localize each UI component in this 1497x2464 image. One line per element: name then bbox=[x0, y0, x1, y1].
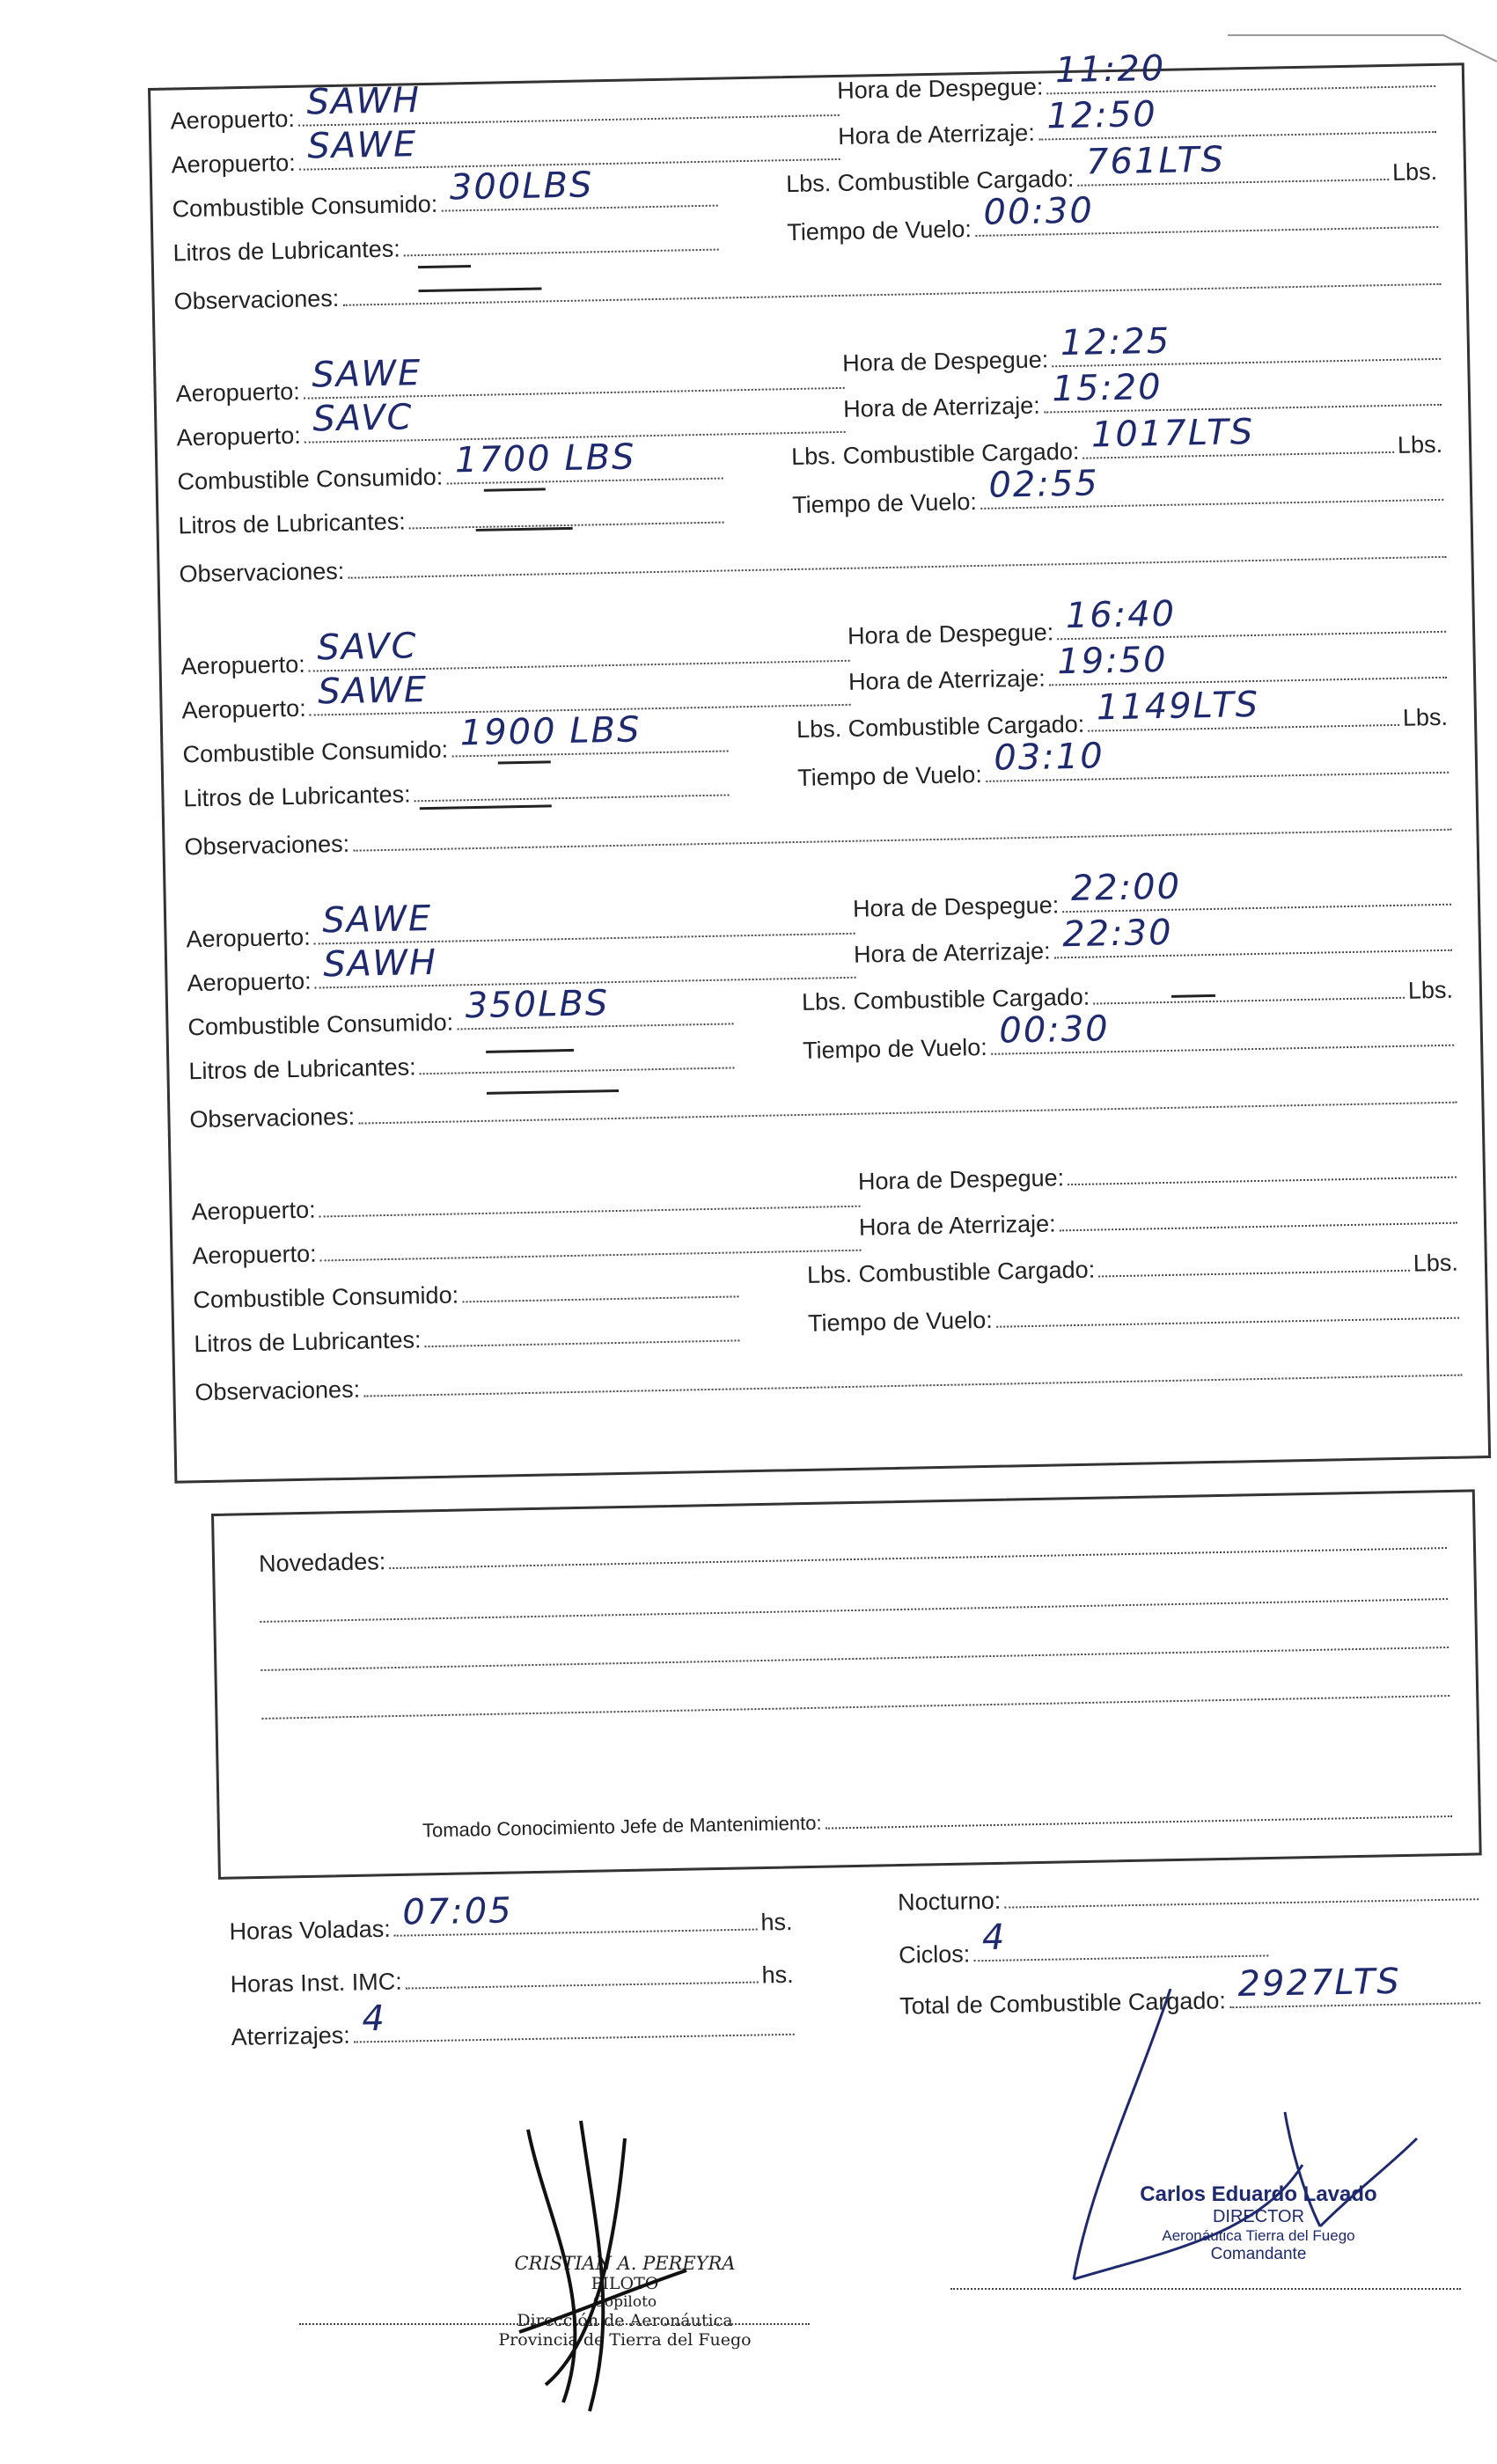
lbs-cargado-row: Lbs. Combustible Cargado: 761LTS Lbs. bbox=[785, 139, 1438, 198]
flight-entry bbox=[150, 48, 1466, 355]
observaciones-dash-mark bbox=[487, 1089, 619, 1095]
aeropuerto-destino-field[interactable]: SAVC bbox=[304, 412, 845, 444]
tiempo-vuelo-row: Tiempo de Vuelo: bbox=[808, 1298, 1459, 1338]
observaciones-field[interactable] bbox=[348, 537, 1447, 579]
lbs-cargado-field[interactable]: 1149LTS bbox=[1088, 705, 1399, 732]
aeropuerto-origen-field[interactable]: SAWH bbox=[298, 95, 840, 127]
hora-despegue-row: Hora de Despegue: 22:00 bbox=[853, 884, 1451, 923]
combustible-consumido-row: Combustible Consumido: 300LBS bbox=[172, 186, 717, 224]
litros-lubricantes-row: Litros de Lubricantes: bbox=[172, 230, 718, 268]
hora-despegue-row: Hora de Despegue: 16:40 bbox=[848, 612, 1446, 650]
aeropuerto-destino-field[interactable]: SAWH bbox=[314, 957, 855, 989]
observaciones-row: Observaciones: bbox=[184, 810, 1451, 862]
tiempo-vuelo-row: Tiempo de Vuelo: 02:55 bbox=[792, 480, 1443, 519]
observaciones-row: Observaciones: bbox=[194, 1355, 1462, 1407]
horas-inst-row: Horas Inst. IMC: hs. bbox=[230, 1961, 794, 1998]
tiempo-vuelo-row: Tiempo de Vuelo: 00:30 bbox=[787, 207, 1438, 246]
combustible-consumido-row: Combustible Consumido: 350LBS bbox=[187, 1003, 733, 1041]
litros-lubricantes-row: Litros de Lubricantes: bbox=[194, 1320, 739, 1358]
combustible-consumido-field[interactable]: 1900 LBS bbox=[451, 730, 729, 757]
tomado-conocimiento-field[interactable] bbox=[825, 1796, 1452, 1830]
combustible-consumido-row: Combustible Consumido: bbox=[193, 1276, 738, 1314]
litros-lubricantes-field[interactable] bbox=[408, 502, 723, 530]
horas-inst-field[interactable] bbox=[405, 1962, 758, 1990]
hora-aterrizaje-field[interactable]: 19:50 bbox=[1048, 657, 1447, 686]
horas-voladas-field[interactable]: 07:05 bbox=[393, 1910, 757, 1937]
hora-despegue-row: Hora de Despegue: 12:25 bbox=[842, 339, 1441, 378]
aterrizajes-row: Aterrizajes: 4 bbox=[231, 2014, 794, 2051]
aeropuerto-origen-row: Aeropuerto: SAWH bbox=[170, 95, 839, 136]
combustible-consumido-field[interactable] bbox=[462, 1276, 739, 1302]
lbs-cargado-row: Lbs. Combustible Cargado: 1149LTS Lbs. bbox=[796, 684, 1449, 743]
aeropuerto-destino-row: Aeropuerto: SAWE bbox=[171, 139, 840, 180]
litros-lubricantes-row: Litros de Lubricantes: bbox=[183, 774, 729, 812]
flight-log-section bbox=[148, 48, 1491, 1483]
director-stamp: Carlos Eduardo Lavado DIRECTOR Aeronáutica Tierra del Fuego Comandante bbox=[1140, 2182, 1377, 2263]
flight-entry bbox=[166, 866, 1482, 1173]
hora-despegue-row: Hora de Despegue: 11:20 bbox=[837, 66, 1435, 105]
aeropuerto-origen-field[interactable]: SAWE bbox=[313, 913, 855, 945]
aeropuerto-origen-row: Aeropuerto: SAWE bbox=[186, 913, 855, 954]
litros-lubricantes-row: Litros de Lubricantes: bbox=[188, 1047, 734, 1085]
lbs-cargado-field[interactable]: 1017LTS bbox=[1082, 432, 1394, 459]
hora-aterrizaje-field[interactable] bbox=[1059, 1203, 1457, 1232]
hora-aterrizaje-row: Hora de Aterrizaje: bbox=[859, 1203, 1457, 1242]
observaciones-field[interactable] bbox=[342, 264, 1442, 306]
combustible-consumido-field[interactable]: 1700 LBS bbox=[446, 458, 723, 485]
combustible-consumido-field[interactable]: 300LBS bbox=[441, 186, 718, 212]
hora-aterrizaje-field[interactable]: 22:30 bbox=[1053, 930, 1452, 959]
flight-entry bbox=[161, 593, 1477, 900]
total-combustible-field[interactable]: 2927LTS bbox=[1229, 1983, 1481, 2008]
hora-aterrizaje-field[interactable]: 15:20 bbox=[1043, 385, 1442, 414]
tiempo-vuelo-field[interactable]: 03:10 bbox=[985, 752, 1449, 782]
aeropuerto-origen-field[interactable]: SAWE bbox=[303, 368, 844, 400]
ciclos-field[interactable]: 4 bbox=[973, 1935, 1268, 1962]
combustible-consumido-row: Combustible Consumido: 1900 LBS bbox=[182, 730, 728, 768]
litros-lubricantes-field[interactable] bbox=[419, 1047, 734, 1074]
nocturno-row: Nocturno: bbox=[898, 1879, 1479, 1917]
litros-lubricantes-field[interactable] bbox=[414, 774, 729, 802]
hora-aterrizaje-row: Hora de Aterrizaje: 15:20 bbox=[843, 385, 1442, 423]
aeropuerto-destino-field[interactable]: SAWE bbox=[298, 139, 840, 171]
lbs-cargado-row: Lbs. Combustible Cargado: Lbs. bbox=[806, 1249, 1459, 1288]
hora-aterrizaje-row: Hora de Aterrizaje: 22:30 bbox=[854, 930, 1452, 969]
tiempo-vuelo-field[interactable] bbox=[995, 1298, 1459, 1328]
aeropuerto-origen-field[interactable] bbox=[319, 1186, 860, 1218]
aeropuerto-destino-field[interactable]: SAWE bbox=[309, 685, 850, 716]
novedades-line[interactable] bbox=[261, 1695, 1449, 1720]
flight-entry bbox=[172, 1156, 1487, 1446]
observaciones-row: Observaciones: bbox=[179, 537, 1446, 589]
hora-despegue-field[interactable]: 11:20 bbox=[1046, 66, 1435, 94]
aeropuerto-destino-row: Aeropuerto: SAVC bbox=[176, 412, 845, 452]
litros-dash-mark bbox=[484, 488, 546, 491]
hora-despegue-field[interactable] bbox=[1068, 1157, 1457, 1185]
litros-lubricantes-field[interactable] bbox=[424, 1320, 739, 1347]
novedades-row: Novedades: bbox=[259, 1528, 1447, 1578]
lbs-cargado-field[interactable] bbox=[1093, 978, 1405, 1005]
aeropuerto-origen-field[interactable]: SAVC bbox=[308, 641, 849, 672]
hora-aterrizaje-field[interactable]: 12:50 bbox=[1038, 112, 1436, 141]
tiempo-vuelo-field[interactable]: 02:55 bbox=[980, 480, 1444, 510]
aeropuerto-origen-row: Aeropuerto: bbox=[191, 1186, 860, 1227]
observaciones-row: Observaciones: bbox=[173, 264, 1441, 316]
hora-despegue-field[interactable]: 12:25 bbox=[1052, 339, 1441, 367]
hora-aterrizaje-row: Hora de Aterrizaje: 12:50 bbox=[838, 112, 1436, 150]
lbs-cargado-field[interactable] bbox=[1098, 1250, 1410, 1278]
hora-despegue-row: Hora de Despegue: bbox=[858, 1157, 1457, 1196]
pilot-signature bbox=[493, 2112, 722, 2429]
litros-lubricantes-row: Litros de Lubricantes: bbox=[178, 502, 723, 540]
hora-aterrizaje-row: Hora de Aterrizaje: 19:50 bbox=[848, 657, 1447, 696]
hora-despegue-field[interactable]: 16:40 bbox=[1057, 612, 1446, 640]
tomado-conocimiento-row: Tomado Conocimiento Jefe de Mantenimiento: bbox=[422, 1796, 1452, 1842]
litros-dash-mark bbox=[418, 265, 471, 268]
ciclos-row: Ciclos: 4 bbox=[899, 1935, 1268, 1969]
combustible-consumido-field[interactable]: 350LBS bbox=[457, 1003, 734, 1030]
aterrizajes-field[interactable]: 4 bbox=[353, 2014, 794, 2043]
observaciones-field[interactable] bbox=[363, 1355, 1463, 1397]
tiempo-vuelo-field[interactable]: 00:30 bbox=[990, 1025, 1454, 1055]
tiempo-vuelo-row: Tiempo de Vuelo: 03:10 bbox=[797, 752, 1449, 792]
litros-dash-mark bbox=[498, 760, 551, 764]
director-signature bbox=[1056, 1989, 1426, 2323]
tiempo-vuelo-field[interactable]: 00:30 bbox=[975, 207, 1439, 237]
hora-despegue-field[interactable]: 22:00 bbox=[1062, 884, 1451, 913]
observaciones-field[interactable] bbox=[358, 1082, 1457, 1125]
aeropuerto-origen-row: Aeropuerto: SAWE bbox=[175, 368, 844, 408]
flight-entry bbox=[156, 320, 1471, 627]
aeropuerto-destino-row: Aeropuerto: SAWE bbox=[181, 685, 850, 725]
novedades-section bbox=[211, 1489, 1482, 1879]
tiempo-vuelo-row: Tiempo de Vuelo: 00:30 bbox=[803, 1025, 1454, 1065]
aeropuerto-destino-row: Aeropuerto: SAWH bbox=[187, 957, 855, 998]
aeropuerto-destino-field[interactable] bbox=[319, 1230, 861, 1262]
observaciones-field[interactable] bbox=[353, 810, 1452, 852]
aeropuerto-origen-row: Aeropuerto: SAVC bbox=[180, 641, 849, 681]
novedades-line[interactable] bbox=[260, 1598, 1448, 1623]
lbs-cargado-row: Lbs. Combustible Cargado: Lbs. bbox=[801, 976, 1454, 1016]
horas-voladas-row: Horas Voladas: 07:05 hs. bbox=[229, 1890, 793, 1945]
aeropuerto-destino-row: Aeropuerto: bbox=[192, 1230, 861, 1271]
combustible-consumido-row: Combustible Consumido: 1700 LBS bbox=[177, 458, 723, 496]
observaciones-row: Observaciones: bbox=[189, 1082, 1457, 1134]
total-combustible-row: Total de Combustible Cargado: 2927LTS bbox=[899, 1983, 1480, 2020]
novedades-line[interactable] bbox=[261, 1646, 1449, 1671]
litros-lubricantes-field[interactable] bbox=[403, 230, 718, 257]
novedades-field[interactable] bbox=[389, 1528, 1447, 1569]
pilot-stamp: CRISTIAN A. PEREYRA PILOTO Copiloto Dirección de Aeronáutica Provincia de Tierra del Fuego bbox=[498, 2253, 752, 2350]
lbs-cargado-row: Lbs. Combustible Cargado: 1017LTS Lbs. bbox=[790, 411, 1443, 471]
lbs-cargado-field[interactable]: 761LTS bbox=[1077, 159, 1389, 187]
